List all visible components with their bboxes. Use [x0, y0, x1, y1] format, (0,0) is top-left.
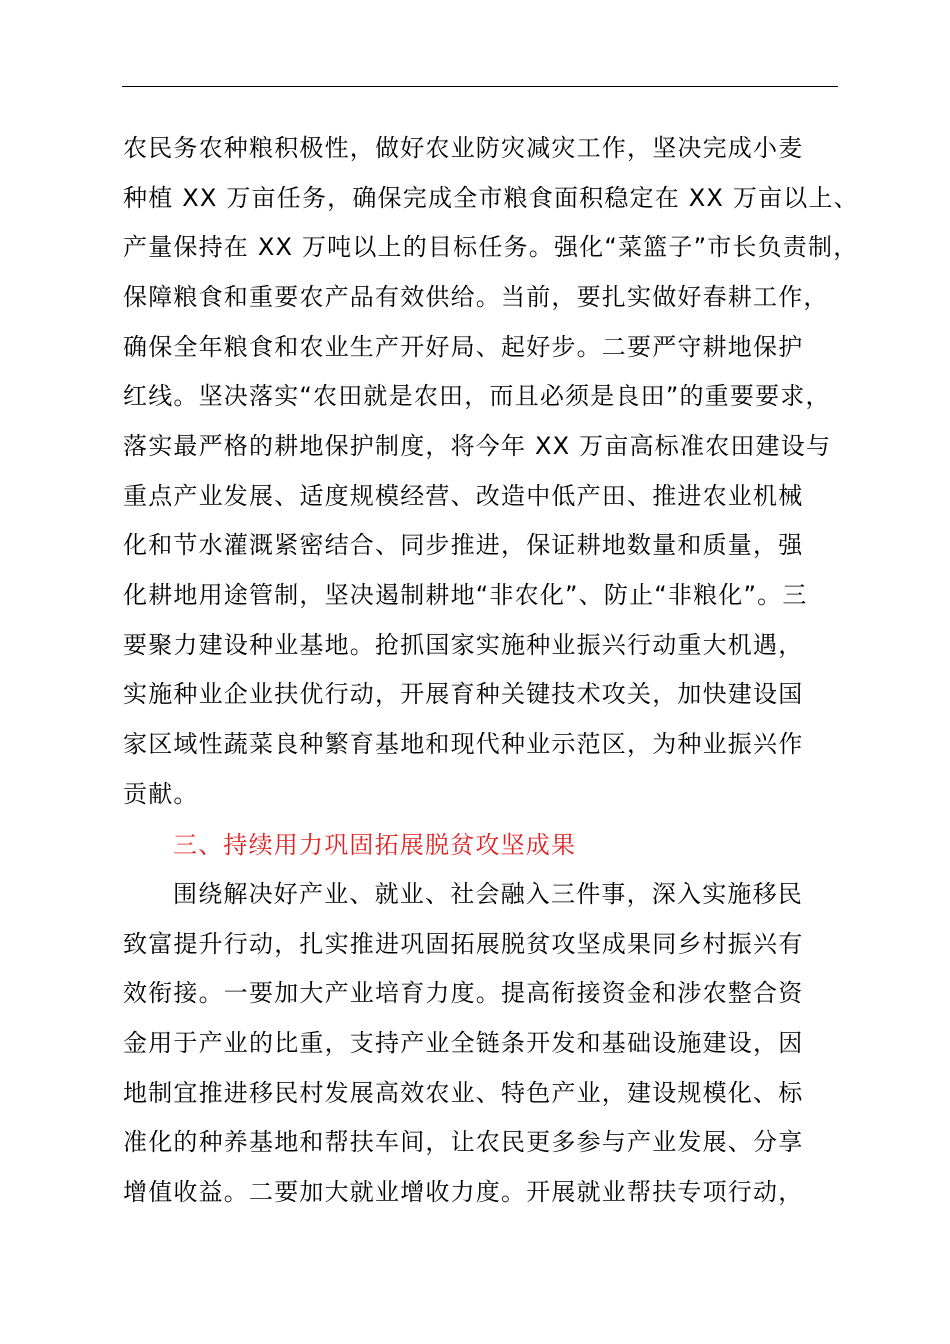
- text-line: 保障粮食和重要农产品有效供给。当前，要扎实做好春耕工作，: [123, 283, 829, 311]
- text-line: 重点产业发展、适度规模经营、改造中低产田、推进农业机械: [123, 482, 804, 510]
- text-line: 化和节水灌溉紧密结合、同步推进，保证耕地数量和质量，强: [123, 531, 804, 559]
- text-line: 落实最严格的耕地保护制度，将今年 XX 万亩高标准农田建设与: [123, 432, 832, 460]
- text-line: 家区域性蔬菜良种繁育基地和现代种业示范区，为种业振兴作: [123, 730, 804, 758]
- text-line: 贡献。: [123, 780, 199, 808]
- text-line: 化耕地用途管制，坚决遏制耕地“非农化”、防止“非粮化”。三: [123, 581, 808, 609]
- text-line: 确保全年粮食和农业生产开好局、起好步。二要严守耕地保护: [123, 333, 804, 361]
- text-line: 产量保持在 XX 万吨以上的目标任务。强化“菜篮子”市长负责制，: [123, 233, 859, 261]
- text-line: 增值收益。二要加大就业增收力度。开展就业帮扶专项行动，: [123, 1178, 804, 1206]
- text-line: 准化的种养基地和帮扶车间，让农民更多参与产业发展、分享: [123, 1128, 804, 1156]
- text-line: 要聚力建设种业基地。抢抓国家实施种业振兴行动重大机遇，: [123, 631, 804, 659]
- text-line: 致富提升行动，扎实推进巩固拓展脱贫攻坚成果同乡村振兴有: [123, 930, 804, 958]
- text-line: 效衔接。一要加大产业培育力度。提高衔接资金和涉农整合资: [123, 979, 804, 1007]
- text-line: 种植 XX 万亩任务，确保完成全市粮食面积稳定在 XX 万亩以上、: [123, 184, 859, 212]
- text-line: 金用于产业的比重，支持产业全链条开发和基础设施建设，因: [123, 1029, 804, 1057]
- text-line: 实施种业企业扶优行动，开展育种关键技术攻关，加快建设国: [123, 680, 804, 708]
- text-line: 围绕解决好产业、就业、社会融入三件事，深入实施移民: [173, 880, 803, 908]
- text-line: 地制宜推进移民村发展高效农业、特色产业，建设规模化、标: [123, 1079, 804, 1107]
- section-heading: 三、持续用力巩固拓展脱贫攻坚成果: [173, 831, 577, 859]
- header-rule: [122, 86, 838, 87]
- text-line: 红线。坚决落实“农田就是农田，而且必须是良田”的重要要求，: [123, 382, 831, 410]
- text-line: 农民务农种粮积极性，做好农业防灾减灾工作，坚决完成小麦: [123, 134, 804, 162]
